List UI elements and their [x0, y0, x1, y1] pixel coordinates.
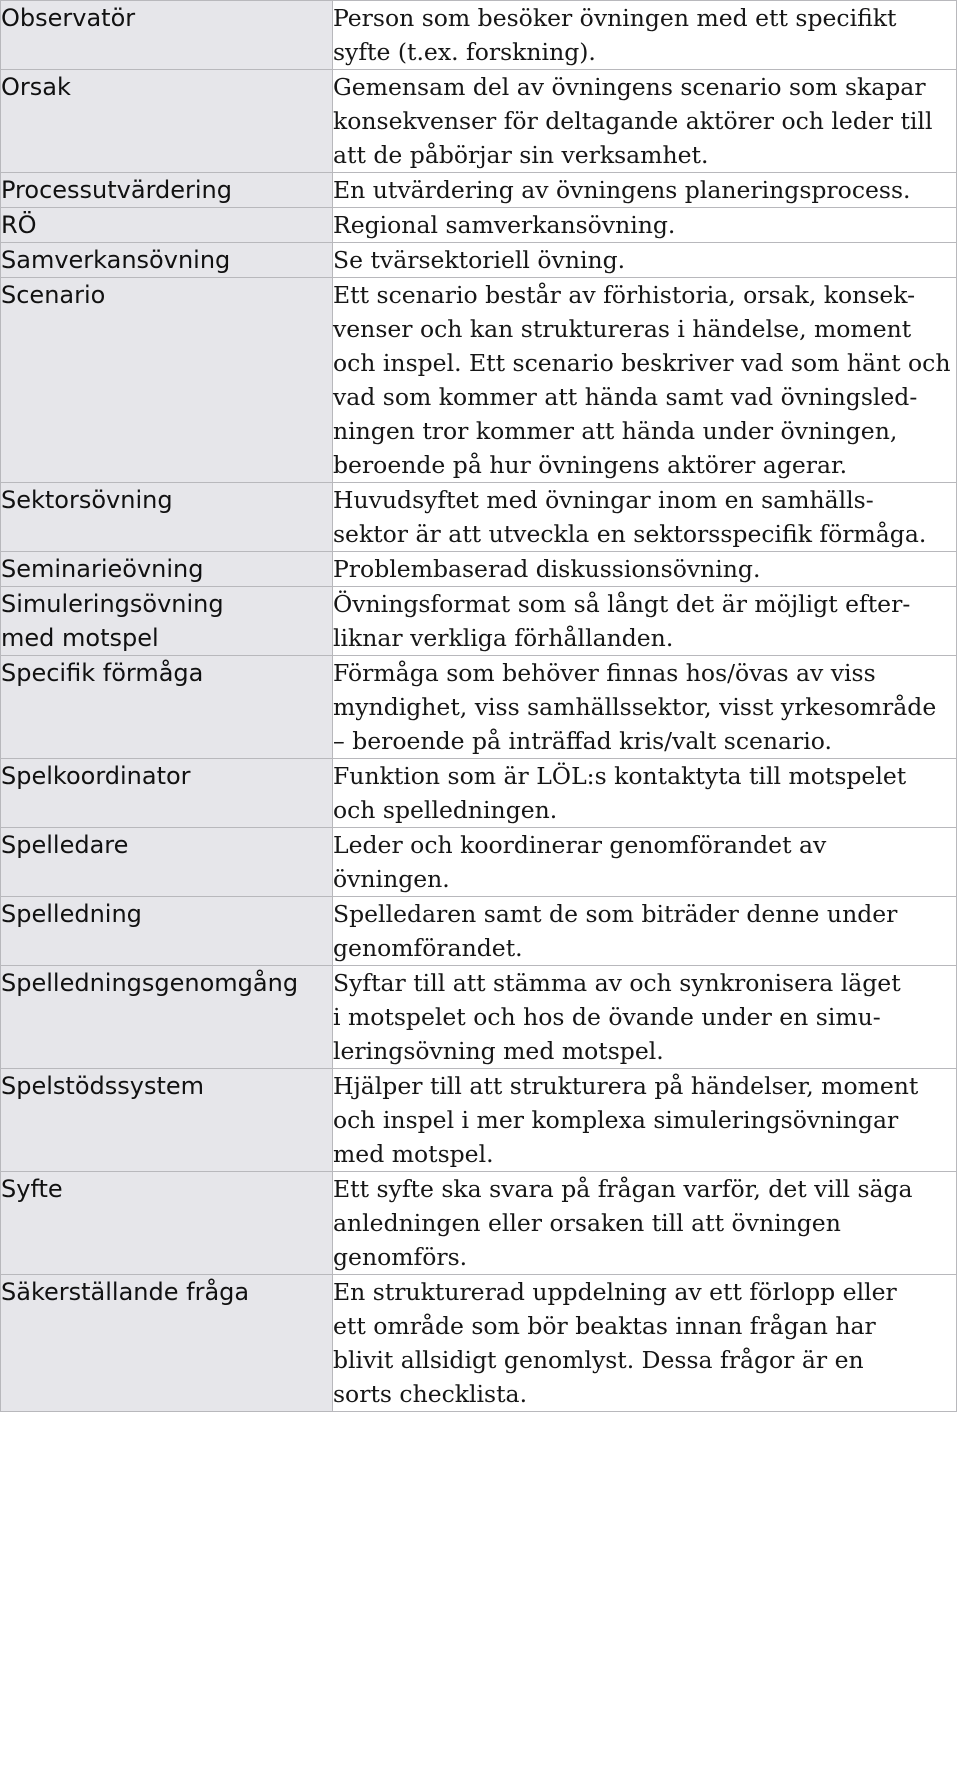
glossary-definition: Funktion som är LÖL:s kontaktyta till motspelet och spelledningen.: [333, 759, 957, 828]
glossary-row: [1, 1172, 957, 1275]
glossary-row: [1, 759, 957, 828]
glossary-row: [1, 243, 957, 278]
glossary-term: Spelstödssystem: [1, 1069, 333, 1172]
glossary-definition: Problembaserad diskussionsövning.: [333, 552, 957, 587]
glossary-row: [1, 1275, 957, 1412]
glossary-definition: Se tvärsektoriell övning.: [333, 243, 957, 278]
glossary-term: RÖ: [1, 208, 333, 243]
glossary-term: Scenario: [1, 278, 333, 483]
glossary-definition: Ett scenario består av förhistoria, orsak, konsek- venser och kan struktureras i händelse, moment och inspel. Ett scenario beskriver vad som hänt och vad som kommer att hända samt vad övningsled- ningen tror kommer att hända under övningen, beroende på hur övningens aktörer agerar.: [333, 278, 957, 483]
glossary-definition: Gemensam del av övningens scenario som skapar konsekvenser för deltagande aktörer och leder till att de påbörjar sin verksamhet.: [333, 70, 957, 173]
glossary-term: Spelledare: [1, 828, 333, 897]
glossary-definition: Leder och koordinerar genomförandet av övningen.: [333, 828, 957, 897]
glossary-definition: Övningsformat som så långt det är möjligt efter- liknar verkliga förhållanden.: [333, 587, 957, 656]
glossary-term: Seminarieövning: [1, 552, 333, 587]
glossary-definition: Regional samverkansövning.: [333, 208, 957, 243]
glossary-term: Simuleringsövning med motspel: [1, 587, 333, 656]
glossary-term: Säkerställande fråga: [1, 1275, 333, 1412]
glossary-definition: Ett syfte ska svara på frågan varför, det vill säga anledningen eller orsaken till att övningen genomförs.: [333, 1172, 957, 1275]
glossary-term: Syfte: [1, 1172, 333, 1275]
glossary-row: [1, 278, 957, 483]
glossary-row: [1, 587, 957, 656]
glossary-definition: Syftar till att stämma av och synkronisera läget i motspelet och hos de övande under en simu- leringsövning med motspel.: [333, 966, 957, 1069]
glossary-term: Orsak: [1, 70, 333, 173]
glossary-row: [1, 1, 957, 70]
glossary-term: Spelledning: [1, 897, 333, 966]
glossary-term: Spelkoordinator: [1, 759, 333, 828]
glossary-definition: Hjälper till att strukturera på händelser, moment och inspel i mer komplexa simuleringsövningar med motspel.: [333, 1069, 957, 1172]
glossary-row: [1, 552, 957, 587]
glossary-row: [1, 828, 957, 897]
glossary-definition: Spelledaren samt de som biträder denne under genomförandet.: [333, 897, 957, 966]
glossary-term: Processutvärdering: [1, 173, 333, 208]
glossary-term: Spelledningsgenomgång: [1, 966, 333, 1069]
glossary-row: [1, 208, 957, 243]
glossary-definition: En strukturerad uppdelning av ett förlopp eller ett område som bör beaktas innan frågan har blivit allsidigt genomlyst. Dessa frågor är en sorts checklista.: [333, 1275, 957, 1412]
glossary-term: Sektorsövning: [1, 483, 333, 552]
glossary-row: [1, 656, 957, 759]
glossary-row: [1, 1069, 957, 1172]
glossary-row: [1, 173, 957, 208]
glossary-definition: En utvärdering av övningens planeringsprocess.: [333, 173, 957, 208]
glossary-definition: Förmåga som behöver finnas hos/övas av viss myndighet, viss samhällssektor, visst yrkesområde – beroende på inträffad kris/valt scenario.: [333, 656, 957, 759]
glossary-row: [1, 897, 957, 966]
glossary-term: Specifik förmåga: [1, 656, 333, 759]
glossary-row: [1, 483, 957, 552]
glossary-definition: Person som besöker övningen med ett specifikt syfte (t.ex. forskning).: [333, 1, 957, 70]
glossary-definition: Huvudsyftet med övningar inom en samhälls- sektor är att utveckla en sektorsspecifik förmåga.: [333, 483, 957, 552]
glossary-body: [1, 1, 957, 1412]
glossary-row: [1, 966, 957, 1069]
glossary-row: [1, 70, 957, 173]
glossary-term: Observatör: [1, 1, 333, 70]
glossary-term: Samverkansövning: [1, 243, 333, 278]
